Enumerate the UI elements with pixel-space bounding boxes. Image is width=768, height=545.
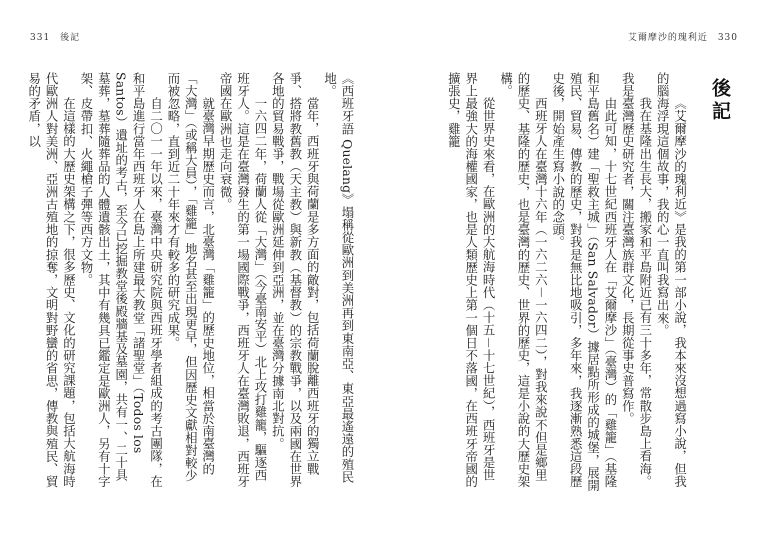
paragraph: 就臺灣早期歷史而言，北臺灣「雞籠」的歷史地位，相當於南臺灣的「大灣」（或稱大員），「雞籠」地名甚至出現更早，但因歷史文獻相對較少而被忽略，直到近二十年來才有較多的研究成果。 <box>165 72 216 482</box>
paragraph: 從世界史來看，在歐洲的大航海時代（十五－十七世紀），西班牙是世界上最強大的海權國家，也是人類歷史上第一個日不落國，在西班牙帝國的擴張史，雞籠 <box>446 72 497 488</box>
left-running-header: 331 後記 <box>30 33 81 43</box>
right-body-text <box>438 72 731 492</box>
chapter-title: 後記 <box>709 78 731 124</box>
paragraph: 《西班牙語 Quelang》塌稱從歐洲到美洲再到東南亞、東亞最遙遠的殖民地。 <box>322 72 355 484</box>
right-running-header: 艾爾摩沙的瑰利近 330 <box>627 33 738 43</box>
paragraph: 《艾爾摩沙的瑰利近》是我的第一部小說，我本來沒想過寫小說，但我的腦海浮現這個故事，我的心一直叫我寫出來。 <box>655 72 688 488</box>
paragraph: 西班牙人在臺灣十六年（一六二六－一六四二），對我來說不但是鄉里的歷史、基隆的歷史，也是臺灣的歷史、世界的歷史，這是小說的大歷史架構。 <box>498 72 549 488</box>
left-body-text <box>16 72 356 492</box>
paragraph: 一六四二年，荷蘭人從「大灣」（今臺南安平）北上攻打雞籠，驅逐西班牙人。這是在臺灣發生的第一場國際戰爭，西班牙人在臺灣敗退，西班牙帝國在歐洲也走向衰微。 <box>218 72 268 488</box>
paragraph: 我在基隆出生長大，搬家和平島附近已有三十多年，常散步島上看海。我是臺灣歷史研究者，關注臺灣族群文化，長期從事史普寫作。 <box>620 72 653 488</box>
right-page <box>384 0 768 545</box>
paragraph: 自二〇一一年以來，臺灣中央研究院與西班牙學者組成的考古團隊，在和平島進行當年西班牙人在島上所建最大教堂「諸聖堂」（Todos los Santos）遺址的考古，至今已挖掘教堂後殿牆基及墓園，共有一、二十具墓葬，墓葬隨葬品的人體遺骸出土，其中有幾具已鑑定是歐洲人，另有十字架、皮帶扣、火繩槍子彈等西方文物。 <box>78 72 164 488</box>
paragraph: 當年，西班牙與荷蘭是多方面的敵對，包括荷蘭脫離西班牙的獨立戰爭、搭將教舊教（天主教）與新教（基督教）的宗教戰爭，以及兩國在世界各地的貿易戰爭，戰場從歐洲延伸到亞洲，並在臺灣分據南北對抗。 <box>270 72 321 488</box>
paragraph: 由此可知，十七世紀西班牙人在「艾爾摩沙」（臺灣）的「雞籠」（基隆和平島舊名）建「聖救主城」（San Salvador）據居點所形成的城堡，展開殖民、貿易、傳教的歷史，對我是無比地吸引，多年來，我逐漸熟悉這段歷史後，開始產生寫小說的念頭。 <box>550 72 618 492</box>
paragraph: 在這樣的大歷史架構之下，很多歷史、文化的研究課題，包括大航海時代歐洲人對美洲、亞洲古殖地的掠奪，文明對野蠻的省思，傳教與殖民、貿易的矛盾，以 <box>26 72 77 488</box>
